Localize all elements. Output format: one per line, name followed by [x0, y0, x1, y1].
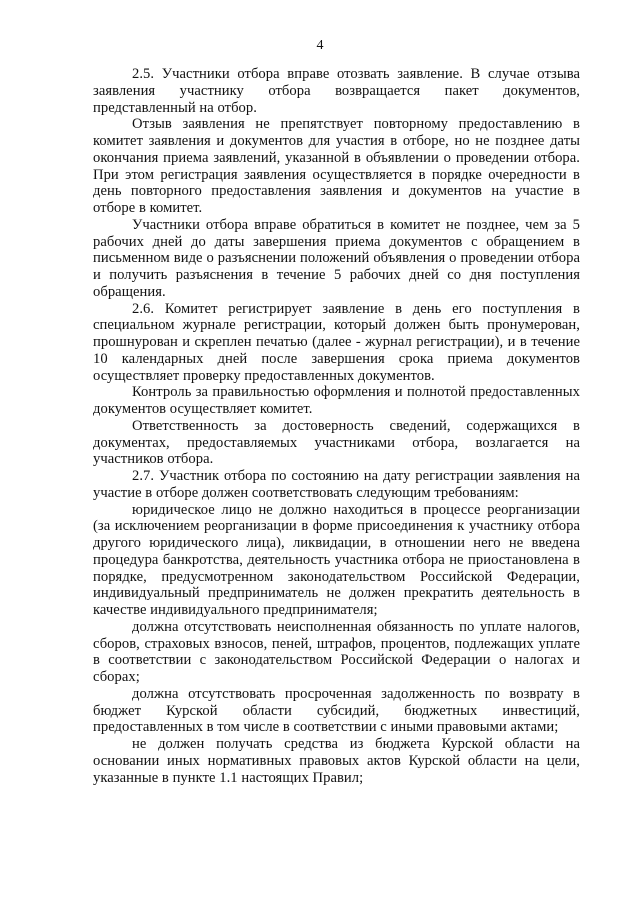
- paragraph-2-5: 2.5. Участники отбора вправе отозвать заявление. В случае отзыва заявления участнику отбора возвращается пакет документов, представленный на отбор.: [93, 66, 580, 116]
- paragraph-control: Контроль за правильностью оформления и полнотой предоставленных документов осуществляет комитет.: [93, 384, 580, 417]
- paragraph-responsibility: Ответственность за достоверность сведений, содержащихся в документах, предоставляемых участниками отбора, возлагается на участников отбора.: [93, 417, 580, 468]
- paragraph-2-6: 2.6. Комитет регистрирует заявление в день его поступления в специальном журнале регистрации, который должен быть пронумерован, прошнурован и скреплен печатью (далее - журнал регистрации), и в течение 10 календарных дней после завершения срока приема документов осуществляет проверку предоставленных документов.: [93, 300, 580, 384]
- paragraph-requirement-debt: должна отсутствовать просроченная задолженность по возврату в бюджет Курской области субсидий, бюджетных инвестиций, предоставленных в том числе в соответствии с иными правовыми актами;: [93, 685, 580, 736]
- paragraph-requirement-budget-funds: не должен получать средства из бюджета Курской области на основании иных нормативных правовых актов Курской области на цели, указанные в пункте 1.1 настоящих Правил;: [93, 736, 580, 786]
- document-body: [93, 66, 580, 786]
- paragraph-requirement-reorganization: юридическое лицо не должно находиться в процессе реорганизации (за исключением реорганизации в форме присоединения к участнику отбора другого юридического лица), ликвидации, в отношении него не введена процедура банкротства, деятельность участника отбора не приостановлена в порядке, предусмотренном законодательством Российской Федерации, индивидуальный предприниматель не должен прекратить деятельность в качестве индивидуального предпринимателя;: [93, 501, 580, 618]
- paragraph-requirement-taxes: должна отсутствовать неисполненная обязанность по уплате налогов, сборов, страховых взносов, пеней, штрафов, процентов, подлежащих уплате в соответствии с законодательством Российской Федерации о налогах и сборах;: [93, 618, 580, 685]
- paragraph-withdrawal-resubmission: Отзыв заявления не препятствует повторному предоставлению в комитет заявления и документов для участия в отборе, но не позднее даты окончания приема заявлений, указанной в объявлении о проведении отбора. При этом регистрация заявления осуществляется в порядке очередности в день повторного предоставления заявления и документов на участие в отборе в комитет.: [93, 116, 580, 216]
- page-number: 4: [316, 38, 324, 53]
- paragraph-2-7: 2.7. Участник отбора по состоянию на дату регистрации заявления на участие в отборе должен соответствовать следующим требованиям:: [93, 468, 580, 501]
- paragraph-clarification-request: Участники отбора вправе обратиться в комитет не позднее, чем за 5 рабочих дней до даты завершения приема документов с обращением в письменном виде о разъяснении положений объявления о проведении отбора и получить разъяснения в течение 5 рабочих дней со дня поступления обращения.: [93, 216, 580, 300]
